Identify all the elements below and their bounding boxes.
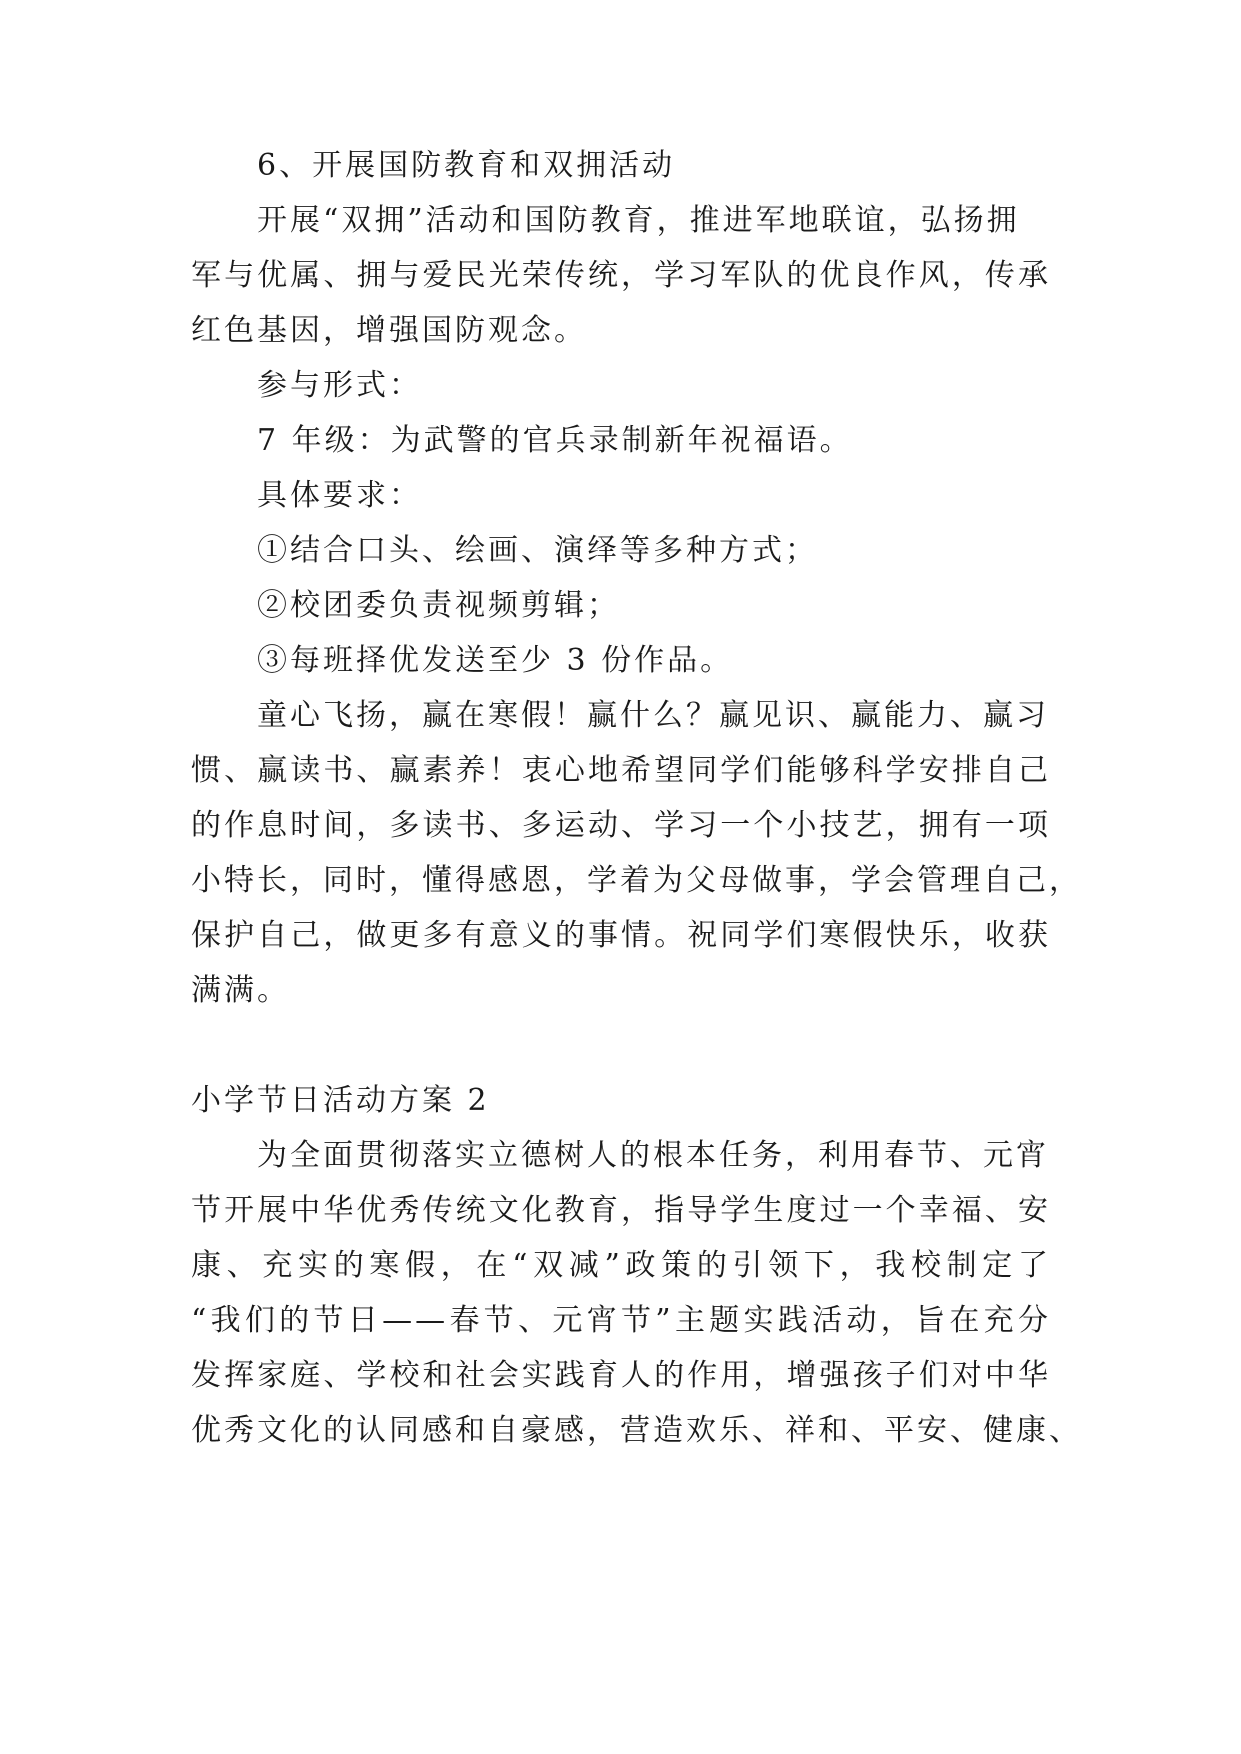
paragraph-line: 开展“双拥”活动和国防教育，推进军地联谊，弘扬拥 <box>257 203 1020 238</box>
paragraph-line: 节开展中华优秀传统文化教育，指导学生度过一个幸福、安 <box>191 1193 1051 1228</box>
requirement-item: ②校团委负责视频剪辑； <box>257 588 620 623</box>
paragraph-line: 惯、赢读书、赢素养！衷心地希望同学们能够科学安排自己 <box>191 753 1051 788</box>
section-heading: 6、开展国防教育和双拥活动 <box>257 148 676 183</box>
paragraph-line: 康、充实的寒假，在“双减”政策的引领下，我校制定了 <box>191 1248 1051 1283</box>
paragraph-line: 保护自己，做更多有意义的事情。祝同学们寒假快乐，收获 <box>191 918 1051 953</box>
grade7-line: 7 年级：为武警的官兵录制新年祝福语。 <box>257 423 853 458</box>
paragraph-line: 为全面贯彻落实立德树人的根本任务，利用春节、元宵 <box>257 1138 1049 1173</box>
requirements-label: 具体要求： <box>257 478 422 513</box>
paragraph-line: 发挥家庭、学校和社会实践育人的作用，增强孩子们对中华 <box>191 1358 1051 1393</box>
paragraph-line: 的作息时间，多读书、多运动、学习一个小技艺，拥有一项 <box>191 808 1051 843</box>
participation-label: 参与形式： <box>257 368 422 403</box>
paragraph-line: 红色基因，增强国防观念。 <box>191 313 587 348</box>
paragraph-line: 童心飞扬，赢在寒假！赢什么？赢见识、赢能力、赢习 <box>257 698 1049 733</box>
paragraph-line: 军与优属、拥与爱民光荣传统，学习军队的优良作风，传承 <box>191 258 1051 293</box>
requirement-item: ①结合口头、绘画、演绎等多种方式； <box>257 533 818 568</box>
section-title: 小学节日活动方案 2 <box>191 1083 490 1118</box>
requirement-item: ③每班择优发送至少 3 份作品。 <box>257 643 734 678</box>
paragraph-line: “我们的节日——春节、元宵节”主题实践活动，旨在充分 <box>191 1303 1051 1338</box>
paragraph-line: 优秀文化的认同感和自豪感，营造欢乐、祥和、平安、健康、 <box>191 1413 1082 1448</box>
paragraph-line: 满满。 <box>191 973 290 1008</box>
paragraph-line: 小特长，同时，懂得感恩，学着为父母做事，学会管理自己， <box>191 863 1082 898</box>
